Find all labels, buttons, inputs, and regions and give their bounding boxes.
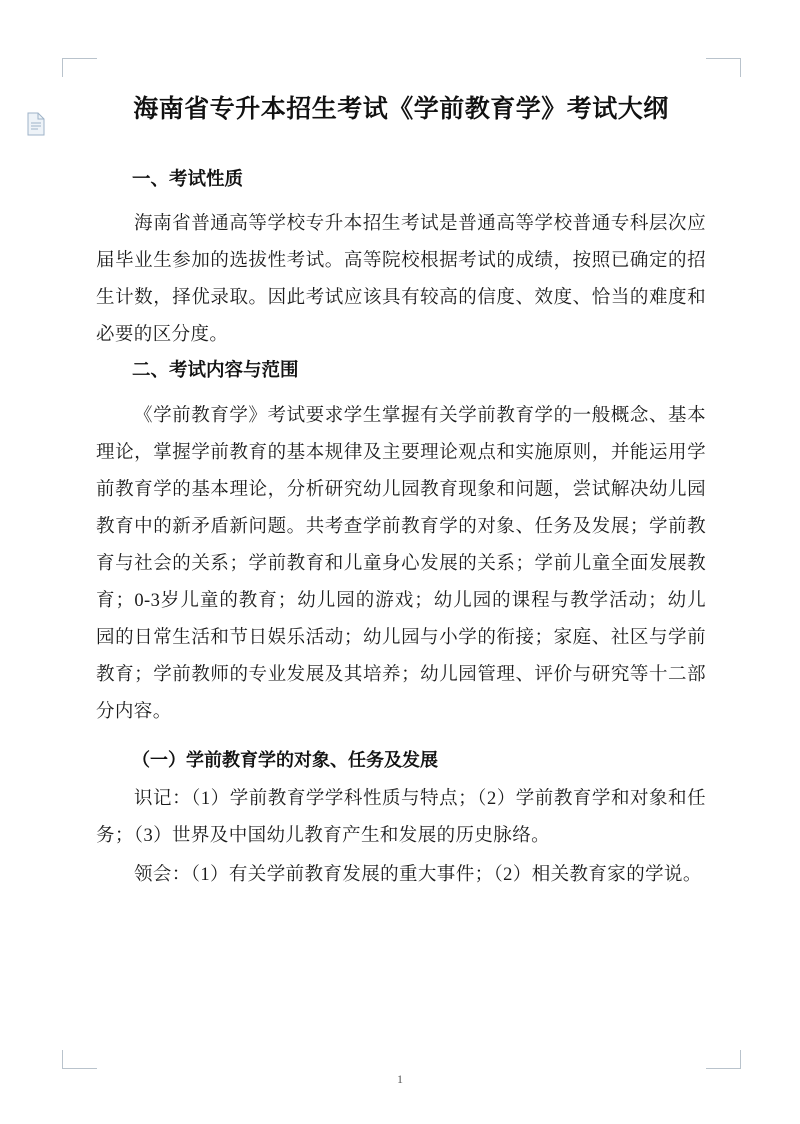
margin-mark-top-right bbox=[706, 58, 741, 77]
page-title: 海南省专升本招生考试《学前教育学》考试大纲 bbox=[133, 96, 669, 123]
subsection-heading-2-1: （一）学前教育学的对象、任务及发展 bbox=[132, 749, 438, 770]
document-body bbox=[96, 92, 706, 896]
section-heading-2: 二、考试内容与范围 bbox=[132, 361, 299, 382]
subsection-2-1-paragraph-2: 领会：（1）有关学前教育发展的重大事件；（2）相关教育家的学说。 bbox=[134, 865, 702, 886]
section-2-paragraph-1: 《学前教育学》考试要求学生掌握有关学前教育学的一般概念、基本理论，掌握学前教育的基本规律及主要理论观点和实施原则，并能运用学前教育学的基本理论，分析研究幼儿园教育现象和问题，尝试解决幼儿园教育中的新矛盾新问题。共考查学前教育学的对象、任务及发展；学前教育与社会的关系；学前教育和儿童身心发展的关系；学前儿童全面发展教育；0-3岁儿童的教育；幼儿园的游戏；幼儿园的课程与教学活动；幼儿园的日常生活和节日娱乐活动；幼儿园与小学的衔接；家庭、社区与学前教育；学前教师的专业发展及其培养；幼儿园管理、评价与研究等十二部分内容。 bbox=[96, 405, 706, 722]
margin-mark-top-left bbox=[62, 58, 97, 77]
margin-mark-bottom-right bbox=[706, 1050, 741, 1069]
document-icon bbox=[26, 112, 46, 136]
subsection-2-1-paragraph-1: 识记：（1）学前教育学学科性质与特点；（2）学前教育学和对象和任务；（3）世界及中国幼儿教育产生和发展的历史脉络。 bbox=[96, 789, 706, 847]
section-heading-1: 一、考试性质 bbox=[132, 170, 244, 190]
margin-mark-bottom-left bbox=[62, 1050, 97, 1069]
section-1-paragraph-1: 海南省普通高等学校专升本招生考试是普通高等学校普通专科层次应届毕业生参加的选拔性考试。高等院校根据考试的成绩，按照已确定的招生计数，择优录取。因此考试应该具有较高的信度、效度、恰当的难度和必要的区分度。 bbox=[96, 214, 706, 346]
page-number: 1 bbox=[397, 1072, 403, 1086]
